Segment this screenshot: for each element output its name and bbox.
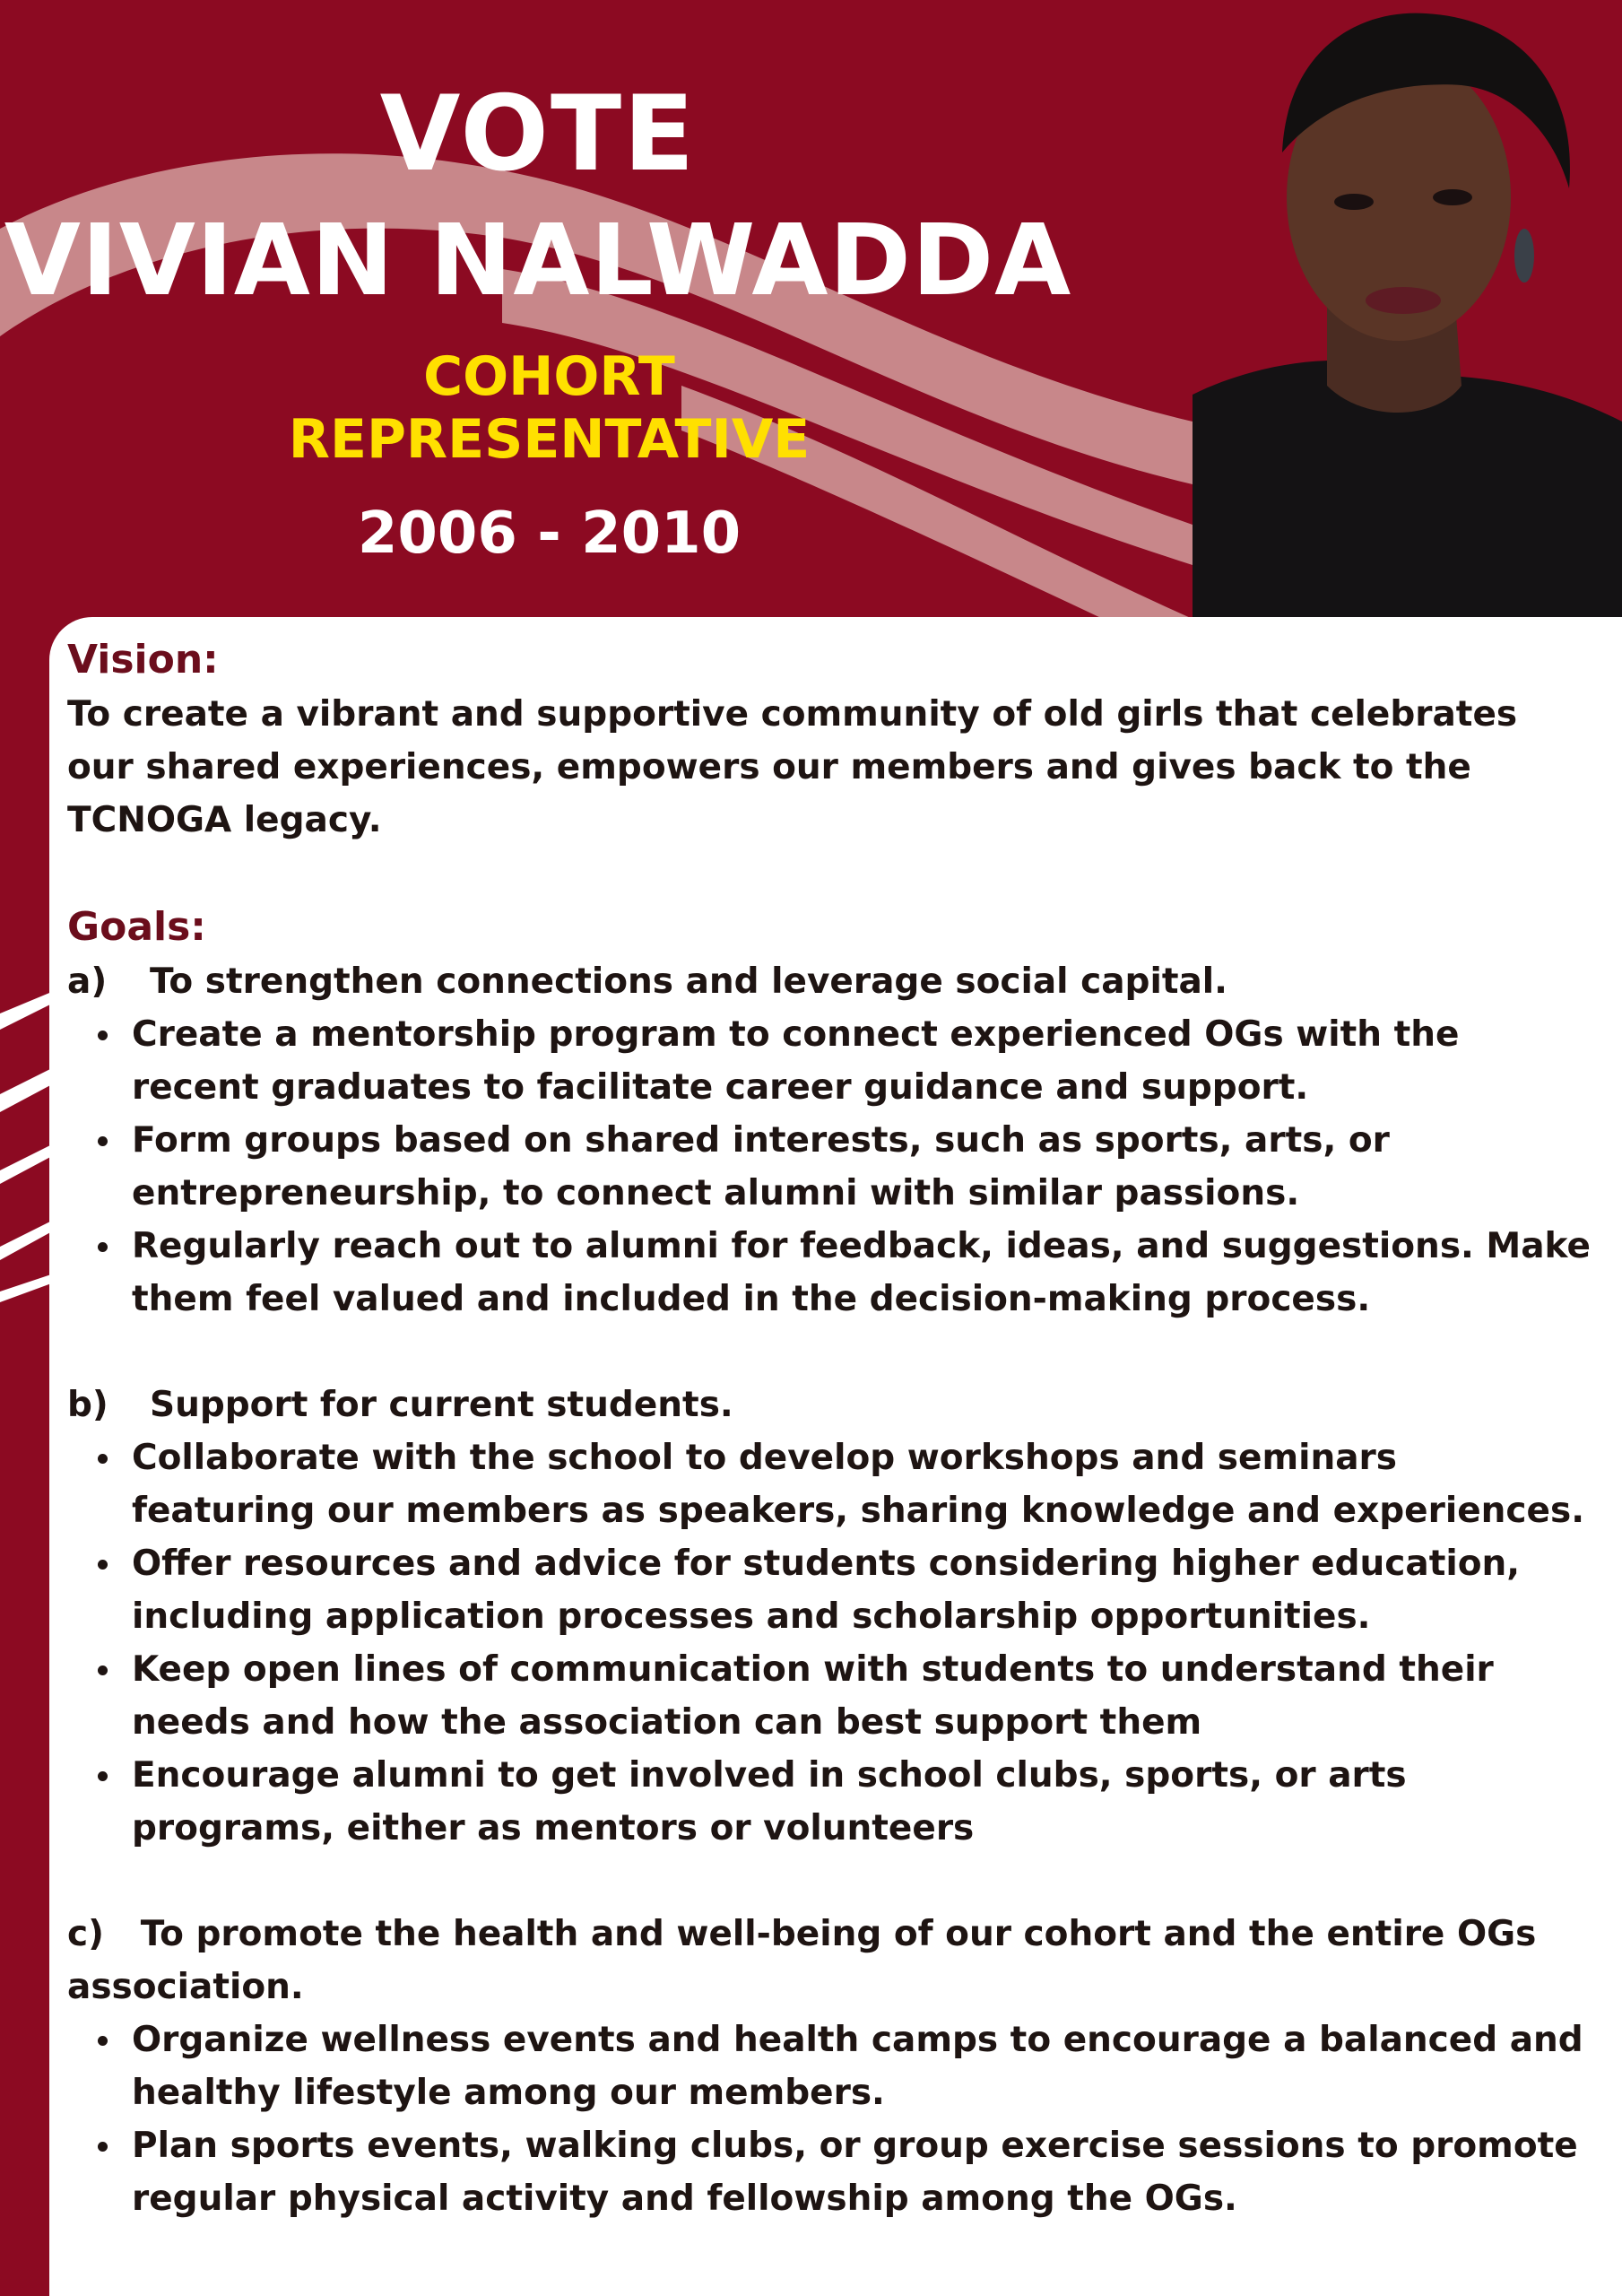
goals-heading: Goals:	[67, 904, 206, 950]
goal-bullets	[92, 1008, 1592, 1326]
candidate-name: VIVIAN NALWADDA	[4, 203, 1072, 317]
goal-bullet: Collaborate with the school to develop workshops and seminars featuring our members as speakers, sharing knowledge and experiences.	[92, 1431, 1592, 1537]
goal-bullet: Plan sports events, walking clubs, or group exercise sessions to promote regular physical activity and fellowship among the OGs.	[92, 2119, 1592, 2225]
goal-a	[67, 955, 1592, 1326]
poster-header	[0, 0, 1622, 619]
goal-bullet: Create a mentorship program to connect experienced OGs with the recent graduates to facilitate career guidance and support.	[92, 1008, 1592, 1114]
goal-bullet: Encourage alumni to get involved in school clubs, sports, or arts programs, either as mentors or volunteers	[92, 1749, 1592, 1855]
brush-stroke-2	[0, 1067, 54, 1112]
candidate-role	[0, 345, 1098, 471]
goal-bullets	[92, 1431, 1592, 1855]
photo-earring	[1514, 229, 1534, 283]
vote-title: VOTE	[379, 74, 697, 195]
goal-bullets	[92, 2013, 1592, 2225]
goal-bullet: Regularly reach out to alumni for feedback, ideas, and suggestions. Make them feel valued and included in the decision-making process.	[92, 1220, 1592, 1326]
photo-eye-left	[1334, 194, 1374, 210]
goal-title-row	[67, 1908, 1592, 2013]
brush-stroke-5	[0, 1274, 54, 1302]
goal-bullet: Keep open lines of communication with students to understand their needs and how the association can best support them	[92, 1643, 1592, 1749]
brush-stroke-1	[0, 991, 54, 1030]
goal-title: To promote the health and well-being of our cohort and the entire OGs association.	[67, 1914, 1537, 2007]
goal-bullet: Organize wellness events and health camps to encourage a balanced and healthy lifestyle among our members.	[92, 2013, 1592, 2119]
goal-title-row	[67, 1378, 1592, 1431]
goal-title: Support for current students.	[150, 1385, 733, 1425]
decorative-brush-strokes	[0, 978, 54, 1318]
candidate-photo	[1193, 0, 1622, 619]
goal-title: To strengthen connections and leverage social capital.	[150, 961, 1227, 1002]
manifesto-content	[67, 632, 1592, 2225]
role-line-1: COHORT	[423, 345, 675, 408]
photo-eye-right	[1433, 189, 1472, 205]
goal-b	[67, 1378, 1592, 1855]
goal-bullet: Offer resources and advice for students considering higher education, including application processes and scholarship opportunities.	[92, 1537, 1592, 1643]
cohort-years: 2006 - 2010	[357, 500, 742, 567]
goal-label: c)	[67, 1914, 104, 1954]
vision-text: To create a vibrant and supportive community of old girls that celebrates our shared experiences, empowers our members and gives back to the TCNOGA legacy.	[67, 694, 1518, 840]
goal-bullet: Form groups based on shared interests, such as sports, arts, or entrepreneurship, to connect alumni with similar passions.	[92, 1114, 1592, 1220]
goal-title-row	[67, 955, 1592, 1008]
photo-lips	[1366, 287, 1441, 314]
vision-heading: Vision:	[67, 637, 219, 683]
role-line-2: REPRESENTATIVE	[288, 408, 811, 471]
brush-stroke-4	[0, 1220, 54, 1260]
brush-stroke-3	[0, 1144, 54, 1184]
goal-c	[67, 1908, 1592, 2225]
goal-label: a)	[67, 961, 108, 1002]
goal-label: b)	[67, 1385, 108, 1425]
